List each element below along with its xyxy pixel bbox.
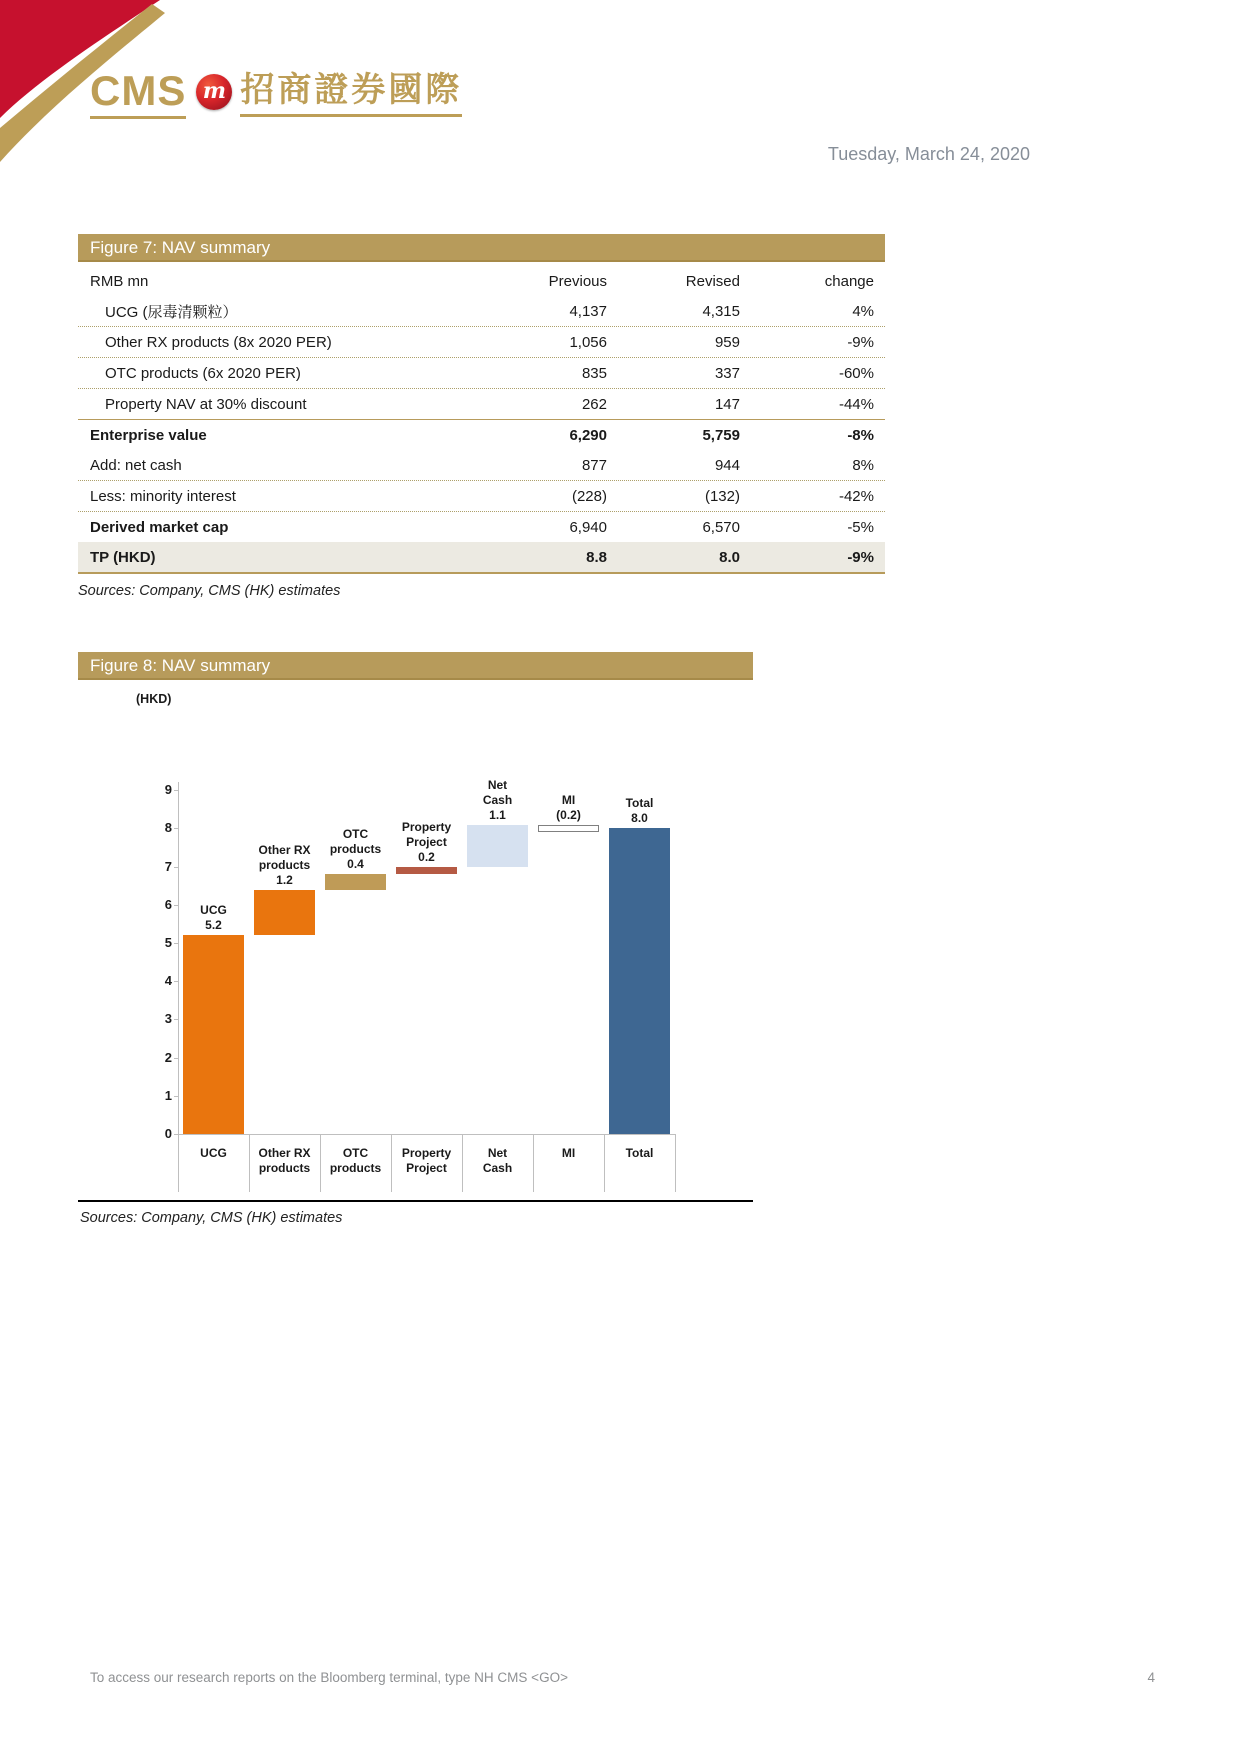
row-label: Add: net cash [90,456,182,474]
row-previous-value: 1,056 [569,333,607,351]
row-change-value: -8% [847,426,874,444]
row-label: Less: minority interest [90,487,236,505]
bar-value-label: Net Cash 1.1 [482,777,513,822]
table-row [78,450,885,481]
nav-table-col-revised: Revised [685,273,740,290]
x-axis-category-label: UCG [200,1146,227,1160]
y-axis-tick [174,867,179,868]
y-axis-tick-label: 6 [164,896,172,912]
x-axis-separator [604,1134,605,1192]
waterfall-chart [78,680,753,1242]
row-previous-value: (228) [571,487,607,505]
y-axis-tick-label: 0 [164,1126,172,1141]
row-previous-value: 262 [581,395,607,413]
row-previous-value: 4,137 [569,302,607,320]
figure7-section [78,234,885,599]
y-axis-tick [174,1096,179,1097]
row-change-value: -60% [838,364,874,382]
row-label: Property NAV at 30% discount [105,395,307,413]
figure7-title-bar: Figure 7: NAV summary [78,234,885,262]
x-axis-separator [178,1134,179,1192]
bar-value-label: OTC products 0.4 [329,827,382,872]
row-label: TP (HKD) [90,548,156,566]
waterfall-bar-otc-products [325,874,386,889]
table-row [78,389,885,420]
y-axis-tick-label: 9 [164,782,172,798]
figure7-source-note: Sources: Company, CMS (HK) estimates [78,583,341,599]
bar-value-label: UCG 5.2 [200,903,227,933]
y-axis-line [178,782,179,1134]
y-axis-tick-label: 3 [164,1011,172,1027]
row-revised-value: 5,759 [702,426,740,444]
row-revised-value: 147 [714,395,740,413]
x-axis-category-label: MI [561,1146,576,1160]
row-label: OTC products (6x 2020 PER) [105,364,301,382]
figure8-source-note: Sources: Company, CMS (HK) estimates [80,1210,343,1226]
x-axis-category-label: Property Project [401,1146,452,1175]
row-previous-value: 8.8 [586,548,607,566]
y-axis-tick [174,981,179,982]
row-revised-value: 6,570 [702,518,740,536]
row-change-value: -9% [847,548,874,566]
y-axis-tick [174,1019,179,1020]
row-change-value: -5% [847,518,874,536]
row-revised-value: 337 [714,364,740,382]
cms-logo-chinese: 招商證券國際 [240,73,462,117]
row-label: Enterprise value [90,426,207,444]
waterfall-bar-property-project [396,867,457,875]
brand-header [90,67,463,119]
figure8-section [78,652,753,1242]
nav-table [78,267,885,574]
row-change-value: 8% [852,456,874,474]
x-axis-separator [675,1134,676,1192]
row-label: Derived market cap [90,518,229,536]
x-axis-category-label: Other RX products [258,1146,311,1175]
x-axis-category-label: Total [625,1146,654,1160]
y-axis-tick [174,1058,179,1059]
waterfall-bar-net-cash [467,825,528,867]
row-label: Other RX products (8x 2020 PER) [105,333,332,351]
table-row [78,327,885,358]
y-axis-tick-label: 7 [164,858,172,874]
y-axis-unit-label: (HKD) [136,692,172,706]
y-axis-tick-label: 2 [164,1049,172,1065]
waterfall-bar-ucg [183,935,244,1134]
row-change-value: -44% [838,395,874,413]
cms-logo-icon [196,74,232,110]
x-axis-category-label: OTC products [329,1146,382,1175]
report-date: Tuesday, March 24, 2020 [827,144,1030,164]
row-revised-value: 4,315 [702,302,740,320]
row-previous-value: 835 [581,364,607,382]
table-row [78,542,885,572]
y-axis-tick-label: 5 [164,935,172,950]
row-change-value: -42% [838,487,874,505]
y-axis-tick [174,790,179,791]
nav-table-header-row [78,267,885,296]
row-revised-value: 8.0 [719,548,740,566]
x-axis-separator [533,1134,534,1192]
nav-table-col-previous: Previous [548,273,607,290]
table-row [78,420,885,450]
row-previous-value: 877 [581,456,607,474]
row-revised-value: (132) [704,487,740,505]
row-change-value: -9% [847,333,874,351]
waterfall-bar-other-rx-products [254,890,315,936]
nav-table-bottom-rule [78,572,885,574]
waterfall-bar-mi [538,825,599,833]
cms-logo-mark-letter: m [202,77,226,104]
row-revised-value: 944 [714,456,740,474]
x-axis-line [178,1134,675,1135]
table-row [78,481,885,512]
cms-logo-text: CMS [90,70,186,119]
y-axis-tick [174,943,179,944]
bar-value-label: Property Project 0.2 [401,819,452,864]
waterfall-bar-total [609,828,670,1134]
row-revised-value: 959 [714,333,740,351]
bar-value-label: Total 8.0 [625,796,654,826]
page-number: 4 [1147,1670,1155,1685]
y-axis-tick-label: 1 [164,1087,172,1103]
row-previous-value: 6,940 [569,518,607,536]
figure8-bottom-rule [78,1200,753,1202]
row-label: UCG (尿毒清颗粒） [105,303,238,321]
table-row [78,296,885,327]
nav-table-unit-header: RMB mn [90,273,149,290]
table-row [78,512,885,542]
table-row [78,358,885,389]
y-axis-tick-label: 8 [164,820,172,836]
x-axis-category-label: Net Cash [482,1146,513,1175]
row-change-value: 4% [852,302,874,320]
bar-value-label: Other RX products 1.2 [258,842,311,887]
row-previous-value: 6,290 [569,426,607,444]
nav-table-body [78,296,885,572]
nav-table-col-change: change [824,273,874,290]
bar-value-label: MI (0.2) [556,792,581,822]
footer-bloomberg-note: To access our research reports on the Bloomberg terminal, type NH CMS <GO> [90,1670,568,1685]
figure8-title-bar: Figure 8: NAV summary [78,652,753,680]
y-axis-tick-label: 4 [164,973,172,989]
y-axis-tick [174,828,179,829]
